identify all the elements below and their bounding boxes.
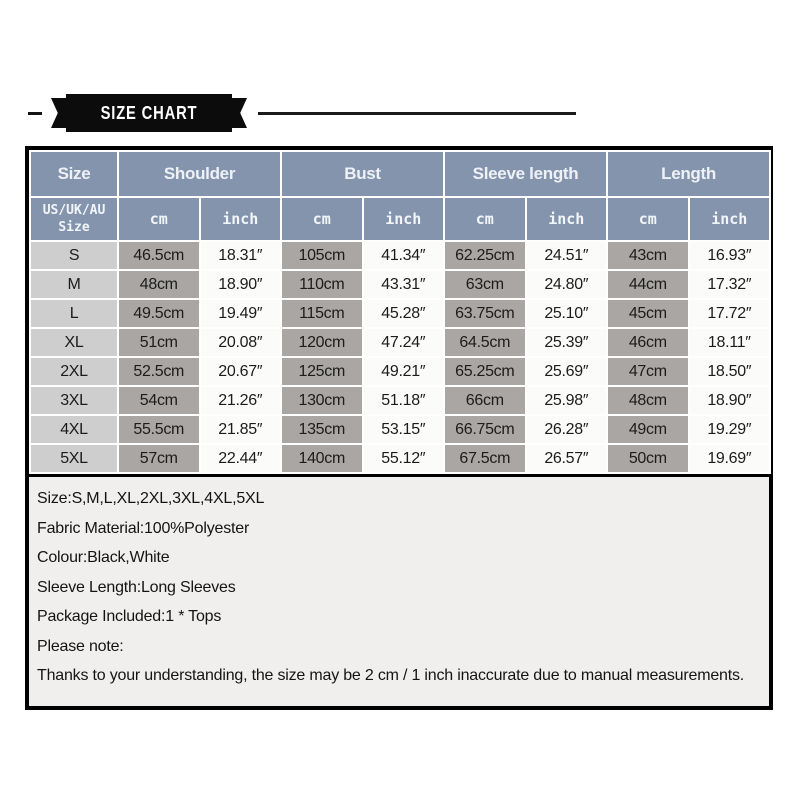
table-row [30, 444, 770, 473]
measurement-cell: 62.25cm [444, 241, 526, 270]
measurement-cell: 51cm [118, 328, 200, 357]
banner-left-dash [28, 112, 42, 115]
note-line: Thanks to your understanding, the size may be 2 cm / 1 inch inaccurate due to manual measurements. [37, 667, 745, 684]
table-row [30, 299, 770, 328]
note-line: Colour:Black,White [37, 549, 170, 566]
measurement-cell: 43cm [607, 241, 689, 270]
table-row [30, 270, 770, 299]
ribbon-left-tail-icon [51, 98, 68, 128]
measurement-cell: 43.31″ [363, 270, 445, 299]
ribbon-rect [66, 94, 232, 132]
group-header-row [30, 151, 770, 197]
measurement-cell: 25.69″ [526, 357, 608, 386]
measurement-cell: 66cm [444, 386, 526, 415]
measurement-cell: 46cm [607, 328, 689, 357]
size-label-cell: 5XL [30, 444, 118, 473]
size-label-cell: 2XL [30, 357, 118, 386]
measurement-cell: 135cm [281, 415, 363, 444]
measurement-cell: 46.5cm [118, 241, 200, 270]
measurement-cell: 105cm [281, 241, 363, 270]
size-label-cell: M [30, 270, 118, 299]
measurement-cell: 53.15″ [363, 415, 445, 444]
measurement-cell: 55.12″ [363, 444, 445, 473]
measurement-cell: 21.26″ [200, 386, 282, 415]
measurement-cell: 20.08″ [200, 328, 282, 357]
measurement-cell: 25.98″ [526, 386, 608, 415]
measurement-cell: 50cm [607, 444, 689, 473]
size-label-cell: 4XL [30, 415, 118, 444]
measurement-cell: 54cm [118, 386, 200, 415]
measurement-cell: 45.28″ [363, 299, 445, 328]
measurement-cell: 26.57″ [526, 444, 608, 473]
table-row [30, 415, 770, 444]
measurement-cell: 48cm [607, 386, 689, 415]
measurement-cell: 67.5cm [444, 444, 526, 473]
measurement-cell: 21.85″ [200, 415, 282, 444]
sub-header-cm: cm [281, 197, 363, 241]
table-row [30, 241, 770, 270]
group-header-bust: Bust [281, 151, 444, 197]
measurement-cell: 63cm [444, 270, 526, 299]
measurement-cell: 66.75cm [444, 415, 526, 444]
measurement-cell: 24.51″ [526, 241, 608, 270]
measurement-cell: 19.69″ [689, 444, 771, 473]
sub-header-inch: inch [363, 197, 445, 241]
size-label-cell: XL [30, 328, 118, 357]
sub-header-cm: cm [444, 197, 526, 241]
measurement-cell: 110cm [281, 270, 363, 299]
measurement-cell: 64.5cm [444, 328, 526, 357]
sub-header-inch: inch [526, 197, 608, 241]
measurement-cell: 48cm [118, 270, 200, 299]
note-line: Fabric Material:100%Polyester [37, 519, 250, 537]
sub-header-cm: cm [607, 197, 689, 241]
size-label-cell: S [30, 241, 118, 270]
measurement-cell: 52.5cm [118, 357, 200, 386]
note-line: Sleeve Length:Long Sleeves [37, 578, 236, 596]
measurement-cell: 20.67″ [200, 357, 282, 386]
note-line: Please note: [37, 637, 124, 655]
ribbon-right-tail-icon [230, 98, 247, 128]
measurement-cell: 57cm [118, 444, 200, 473]
measurement-cell: 18.90″ [200, 270, 282, 299]
measurement-cell: 25.39″ [526, 328, 608, 357]
measurement-cell: 130cm [281, 386, 363, 415]
measurement-cell: 17.72″ [689, 299, 771, 328]
measurement-cell: 120cm [281, 328, 363, 357]
measurement-cell: 44cm [607, 270, 689, 299]
measurement-cell: 16.93″ [689, 241, 771, 270]
measurement-cell: 49.5cm [118, 299, 200, 328]
banner-right-line [258, 112, 576, 115]
measurement-cell: 49.21″ [363, 357, 445, 386]
measurement-cell: 17.32″ [689, 270, 771, 299]
measurement-cell: 18.50″ [689, 357, 771, 386]
measurement-cell: 26.28″ [526, 415, 608, 444]
size-chart-banner [28, 93, 576, 133]
measurement-cell: 22.44″ [200, 444, 282, 473]
measurement-cell: 115cm [281, 299, 363, 328]
measurement-cell: 18.90″ [689, 386, 771, 415]
measurement-cell: 19.29″ [689, 415, 771, 444]
measurement-cell: 55.5cm [118, 415, 200, 444]
table-row [30, 357, 770, 386]
measurement-cell: 47cm [607, 357, 689, 386]
size-label-cell: 3XL [30, 386, 118, 415]
size-chart-box [25, 146, 773, 710]
product-notes [29, 474, 769, 706]
group-header-size: Size [30, 151, 118, 197]
note-line: Size:S,M,L,XL,2XL,3XL,4XL,5XL [37, 490, 265, 507]
measurement-cell: 51.18″ [363, 386, 445, 415]
measurement-cell: 25.10″ [526, 299, 608, 328]
note-line: Package Included:1 * Tops [37, 608, 222, 625]
group-header-sleeve-length: Sleeve length [444, 151, 607, 197]
measurement-cell: 18.11″ [689, 328, 771, 357]
measurement-cell: 140cm [281, 444, 363, 473]
table-row [30, 386, 770, 415]
sub-header-inch: inch [200, 197, 282, 241]
measurement-cell: 65.25cm [444, 357, 526, 386]
size-label-cell: L [30, 299, 118, 328]
measurement-cell: 24.80″ [526, 270, 608, 299]
sub-header-us-uk-au-size: US/UK/AU Size [30, 197, 118, 241]
measurement-cell: 18.31″ [200, 241, 282, 270]
size-table-body [30, 241, 770, 473]
measurement-cell: 49cm [607, 415, 689, 444]
measurement-cell: 41.34″ [363, 241, 445, 270]
table-row [30, 328, 770, 357]
group-header-shoulder: Shoulder [118, 151, 281, 197]
measurement-cell: 19.49″ [200, 299, 282, 328]
sub-header-cm: cm [118, 197, 200, 241]
sub-header-row [30, 197, 770, 241]
measurement-cell: 47.24″ [363, 328, 445, 357]
measurement-cell: 45cm [607, 299, 689, 328]
banner-title: SIZE CHART [100, 102, 198, 123]
size-table-header [30, 151, 770, 241]
measurement-cell: 125cm [281, 357, 363, 386]
group-header-length: Length [607, 151, 770, 197]
size-table [29, 150, 771, 474]
sub-header-inch: inch [689, 197, 771, 241]
measurement-cell: 63.75cm [444, 299, 526, 328]
